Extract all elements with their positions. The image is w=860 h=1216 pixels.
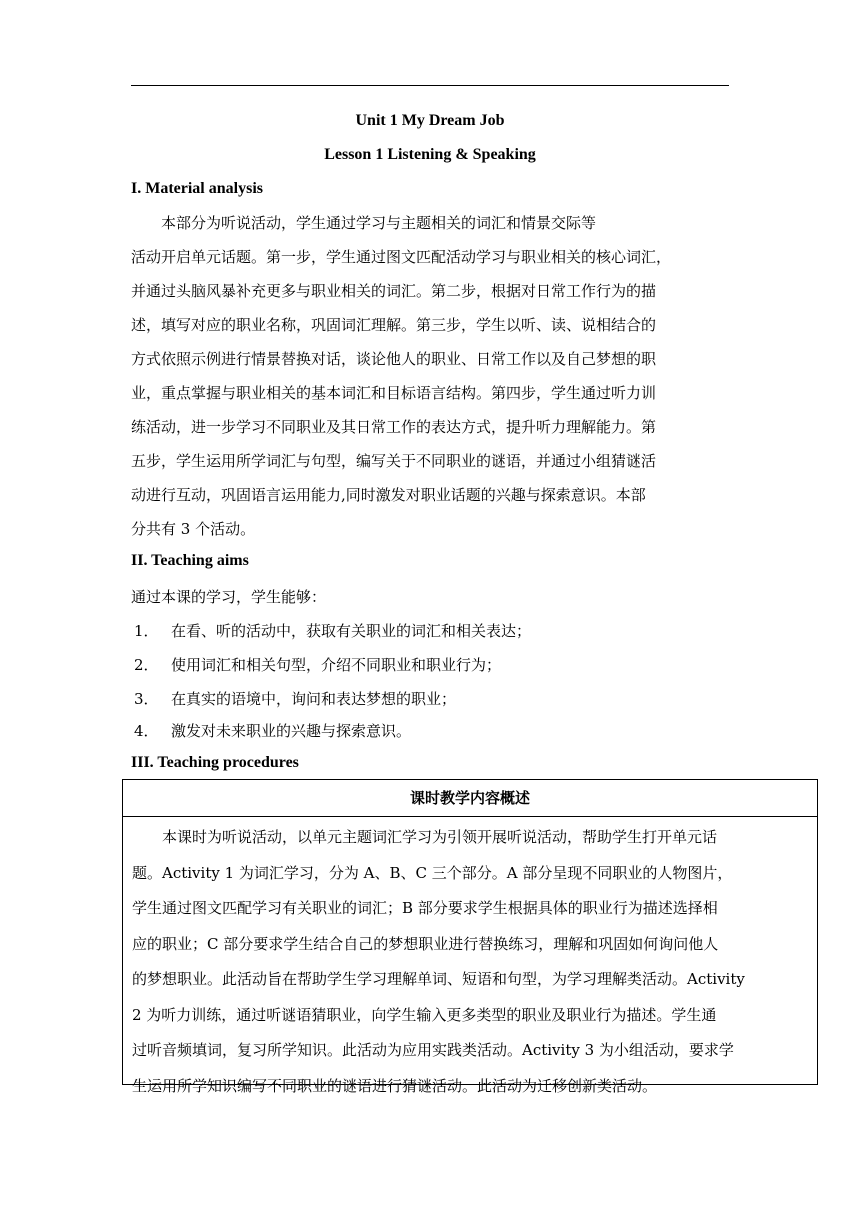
aim-text: 使用词汇和相关句型，介绍不同职业和职业行为； [171,656,502,674]
lesson-overview-table [122,779,818,1095]
aim-item [131,720,411,741]
aims-intro: 通过本课的学习，学生能够： [131,588,327,606]
paragraph-line: 方式依照示例进行情景替换对话，谈论他人的职业、日常工作以及自己梦想的职 [131,350,657,368]
table-line: 题。Activity 1 为词汇学习，分为 A、B、C 三个部分。A 部分呈现不同职业的人物图片， [132,863,733,882]
aim-item [131,620,531,641]
aim-text: 在看、听的活动中，获取有关职业的词汇和相关表达； [171,622,532,640]
paragraph-line: 动进行互动，巩固语言运用能力,同时激发对职业话题的兴趣与探索意识。本部 [131,486,646,504]
section-heading-material-analysis: I. Material analysis [131,180,263,197]
table-body [123,817,817,1104]
aim-text: 在真实的语境中，询问和表达梦想的职业； [171,690,457,708]
aim-number: 4． [134,722,159,740]
table-line: 学生通过图文匹配学习有关职业的词汇；B 部分要求学生根据具体的职业行为描述选择相 [132,899,718,917]
material-analysis-paragraph [131,206,729,546]
aim-number: 1． [134,622,159,640]
paragraph-line: 练活动，进一步学习不同职业及其日常工作的表达方式，提升听力理解能力。第 [131,418,657,436]
table-line: 2 为听力训练，通过听谜语猜职业，向学生输入更多类型的职业及职业行为描述。学生通 [132,1005,717,1024]
aim-number: 2． [134,656,159,674]
aim-text: 激发对未来职业的兴趣与探索意识。 [171,722,412,740]
paragraph-line: 本部分为听说活动，学生通过学习与主题相关的词汇和情景交际等 [161,214,597,232]
section-heading-teaching-procedures: III. Teaching procedures [131,754,299,771]
paragraph-line: 业，重点掌握与职业相关的基本词汇和目标语言结构。第四步，学生通过听力训 [131,384,657,402]
aim-item [131,654,501,675]
paragraph-line: 五步，学生运用所学词汇与句型，编写关于不同职业的谜语，并通过小组猜谜活 [131,452,657,470]
unit-title: Unit 1 My Dream Job [355,112,505,129]
table-header: 课时教学内容概述 [123,780,817,817]
paragraph-line: 分共有 3 个活动。 [131,520,256,538]
table-line: 应的职业；C 部分要求学生结合自己的梦想职业进行替换练习，理解和巩固如何询问他人 [132,934,719,953]
aim-number: 3． [134,690,159,708]
paragraph-line: 活动开启单元话题。第一步，学生通过图文匹配活动学习与职业相关的核心词汇， [131,248,672,266]
table-line: 的梦想职业。此活动旨在帮助学生学习理解单词、短语和句型，为学习理解类活动。Activity [132,970,745,988]
table-line: 过听音频填词，复习所学知识。此活动为应用实践类活动。Activity 3 为小组活动，要求学 [132,1041,734,1059]
paragraph-line: 并通过头脑风暴补充更多与职业相关的词汇。第二步，根据对日常工作行为的描 [131,282,657,300]
table-line: 生运用所学知识编写不同职业的谜语进行猜谜活动。此活动为迁移创新类活动。 [132,1076,658,1095]
table-line: 本课时为听说活动，以单元主题词汇学习为引领开展听说活动，帮助学生打开单元话 [162,828,718,846]
aim-item [131,688,456,709]
lesson-title: Lesson 1 Listening & Speaking [324,146,536,163]
header-rule [131,85,729,86]
paragraph-line: 述，填写对应的职业名称，巩固词汇理解。第三步，学生以听、读、说相结合的 [131,316,657,334]
section-heading-teaching-aims: II. Teaching aims [131,552,249,569]
